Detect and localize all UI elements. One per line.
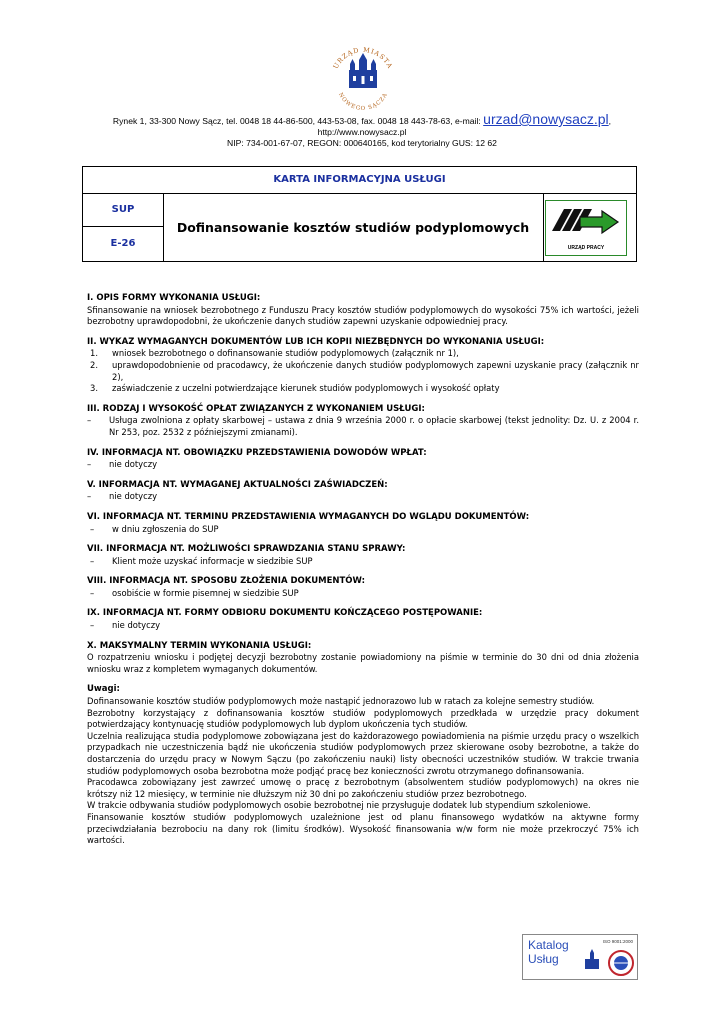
section-heading: II. WYKAZ WYMAGANYCH DOKUMENTÓW LUB ICH KOPII NIEZBĘDNYCH DO WYKONANIA USŁUGI:: [87, 336, 545, 347]
list-item: 2. uprawdopodobnienie od pracodawcy, że ukończenie danych studiów podyplomowych zapewni uzyskanie pracy (załącznik nr 2),: [90, 359, 639, 382]
section-7: [87, 544, 639, 567]
section-10: [87, 641, 639, 676]
logo-text-bottom: NOWEGO SĄCZA: [336, 91, 390, 113]
card-codes: [83, 193, 164, 261]
list-item: 1. wniosek bezrobotnego o dofinansowanie studiów podyplomowych (załącznik nr 1),: [90, 348, 459, 359]
service-title: Dofinansowanie kosztów studiów podyplomowych: [163, 193, 544, 261]
list-item: – Klient może uzyskać informacje w siedzibie SUP: [90, 555, 313, 566]
service-catalog-badge: [522, 934, 638, 980]
notes-paragraph: Dofinansowanie kosztów studiów podyplomowych może nastąpić jednorazowo lub w ratach za kolejne semestry studiów.: [87, 696, 595, 707]
badge-line-1: Katalog: [528, 938, 569, 952]
badge-line-2: Usług: [528, 952, 559, 966]
website-link[interactable]: http://www.nowysacz.pl: [317, 127, 407, 137]
list-item: – nie dotyczy: [90, 620, 161, 631]
email-link[interactable]: urzad@nowysacz.pl: [483, 111, 609, 127]
tax-ids: NIP: 734-001-67-07, REGON: 000640165, kod terytorialny GUS: 12 62: [227, 138, 497, 148]
section-text: O rozpatrzeniu wniosku i podjętej decyzji bezrobotny zostanie powiadomiony na piśmie w terminie do 30 dni od dnia złożenia wniosku wraz z kompletem wymaganych dokumentów.: [87, 652, 639, 674]
main-content: [87, 293, 639, 847]
section-heading: IV. INFORMACJA NT. OBOWIĄZKU PRZEDSTAWIENIA DOWODÓW WPŁAT:: [87, 447, 427, 458]
list-item: 3. zaświadczenie z uczelni potwierdzające kierunek studiów podyplomowych i wysokość opłaty: [90, 383, 500, 394]
logo-text-top: URZĄD MIASTA: [331, 45, 395, 71]
section-4: [87, 448, 639, 471]
section-9: [87, 608, 639, 631]
card-title: KARTA INFORMACYJNA USŁUGI: [83, 167, 636, 194]
section-1: [87, 293, 639, 328]
list-item: – osobiście w formie pisemnej w siedzibie SUP: [90, 587, 299, 598]
labour-office-logo: [545, 200, 627, 256]
notes-paragraph: Uczelnia realizująca studia podyplomowe zobowiązana jest do każdorazowego powiadomienia na piśmie urzędu pracy o wszelkich przypadkach nie uczestniczenia bądź nie ukończenia studiów podyplomowych przez skierowane osoby bezrobotne, a także do dostarczenia do urzędu pracy w Nowym Sączu (po zakończeniu nauki) listy obecności uczestników studiów. W trakcie trwania studiów podyplomowych osoba bezrobotna może podjąć pracę bez konieczności zwrotu otrzymanego dofinansowania.: [87, 730, 639, 776]
section-heading: IX. INFORMACJA NT. FORMY ODBIORU DOKUMENTU KOŃCZĄCEGO POSTĘPOWANIE:: [87, 608, 483, 619]
notes-paragraph: Pracodawca zobowiązany jest zawrzeć umowę o pracę z bezrobotnym (absolwentem studiów podyplomowych) na okres nie krótszy niż 12 miesięcy, w terminie nie dłuższym niż 30 dni po zakończeniu studiów przez bezrobotnego.: [87, 777, 639, 799]
section-heading: V. INFORMACJA NT. WYMAGANEJ AKTUALNOŚCI ZAŚWIADCZEŃ:: [87, 479, 388, 490]
notes-paragraph: W trakcie odbywania studiów podyplomowych osobie bezrobotnej nie przysługuje dodatek lub stypendium szkoleniowe.: [87, 800, 591, 811]
section-3: [87, 404, 639, 439]
city-crest-logo: [325, 40, 401, 116]
section-heading: VII. INFORMACJA NT. MOŻLIWOŚCI SPRAWDZANIA STANU SPRAWY:: [87, 544, 406, 555]
card-code-sup: SUP: [83, 193, 163, 227]
badge-emblems-icon: [579, 945, 635, 979]
address-line: Rynek 1, 33-300 Nowy Sącz, tel. 0048 18 44-86-500, 443-53-08, fax. 0048 18 443-78-63, e-mail: urzad@nowysacz.pl,: [112, 111, 612, 127]
section-5: [87, 480, 639, 503]
notes: [87, 684, 639, 846]
notes-paragraph: Finansowanie kosztów studiów podyplomowych uzależnione jest od planu finansowego wydatków na aktywne formy przeciwdziałania bezrobociu na dany rok (limitu środków). Wysokość finansowania w/w form nie może przekroczyć 75% ich wartości.: [87, 811, 639, 846]
notes-heading: Uwagi:: [87, 684, 120, 695]
office-label: URZĄD PRACY: [567, 245, 605, 251]
iso-label: ISO 9001:2000: [602, 939, 633, 944]
address-text: Rynek 1, 33-300 Nowy Sącz, tel. 0048 18 44-86-500, 443-53-08, fax. 0048 18 443-78-63, e-mail:: [112, 116, 484, 126]
section-heading: III. RODZAJ I WYSOKOŚĆ OPŁAT ZWIĄZANYCH Z WYKONANIEM USŁUGI:: [87, 403, 425, 414]
section-8: [87, 576, 639, 599]
list-item: – nie dotyczy: [87, 491, 158, 502]
service-card: [82, 166, 637, 262]
section-heading: I. OPIS FORMY WYKONANIA USŁUGI:: [87, 293, 261, 303]
section-text: Sfinansowanie na wniosek bezrobotnego z Funduszu Pracy kosztów studiów podyplomowych do wysokości 75% ich wartości, jeżeli bezrobotny uprawdopodobni, że ukończenie danych studiów zapewni uzyskanie odpowiedniej pracy.: [87, 304, 639, 327]
section-heading: VI. INFORMACJA NT. TERMINU PRZEDSTAWIENIA WYMAGANYCH DO WGLĄDU DOKUMENTÓW:: [87, 511, 530, 522]
header-contact: [60, 111, 664, 149]
notes-paragraph: Bezrobotny korzystający z dofinansowania kosztów studiów podyplomowych przedkłada w urzędzie pracy dokument potwierdzający kontynuację studiów podyplomowych lub dyplom ukończenia tych studiów.: [87, 707, 639, 730]
card-code-number: E-26: [110, 238, 136, 249]
section-6: [87, 512, 639, 535]
labour-office-arrow-icon: [546, 201, 625, 243]
list-item: – w dniu zgłoszenia do SUP: [90, 523, 219, 534]
list-item: – Usługa zwolniona z opłaty skarbowej – ustawa z dnia 9 września 2000 r. o opłacie skarbowej (tekst jednolity: Dz. U. z 2004 r. Nr 253, poz. 2532 z późniejszymi zmianami).: [87, 415, 639, 437]
list-item: – nie dotyczy: [87, 459, 158, 470]
section-heading: X. MAKSYMALNY TERMIN WYKONANIA USŁUGI:: [87, 640, 312, 651]
section-heading: VIII. INFORMACJA NT. SPOSOBU ZŁOŻENIA DOKUMENTÓW:: [87, 576, 366, 587]
svg-text:NOWEGO SĄCZA: [337, 92, 389, 112]
section-2: [87, 337, 639, 395]
